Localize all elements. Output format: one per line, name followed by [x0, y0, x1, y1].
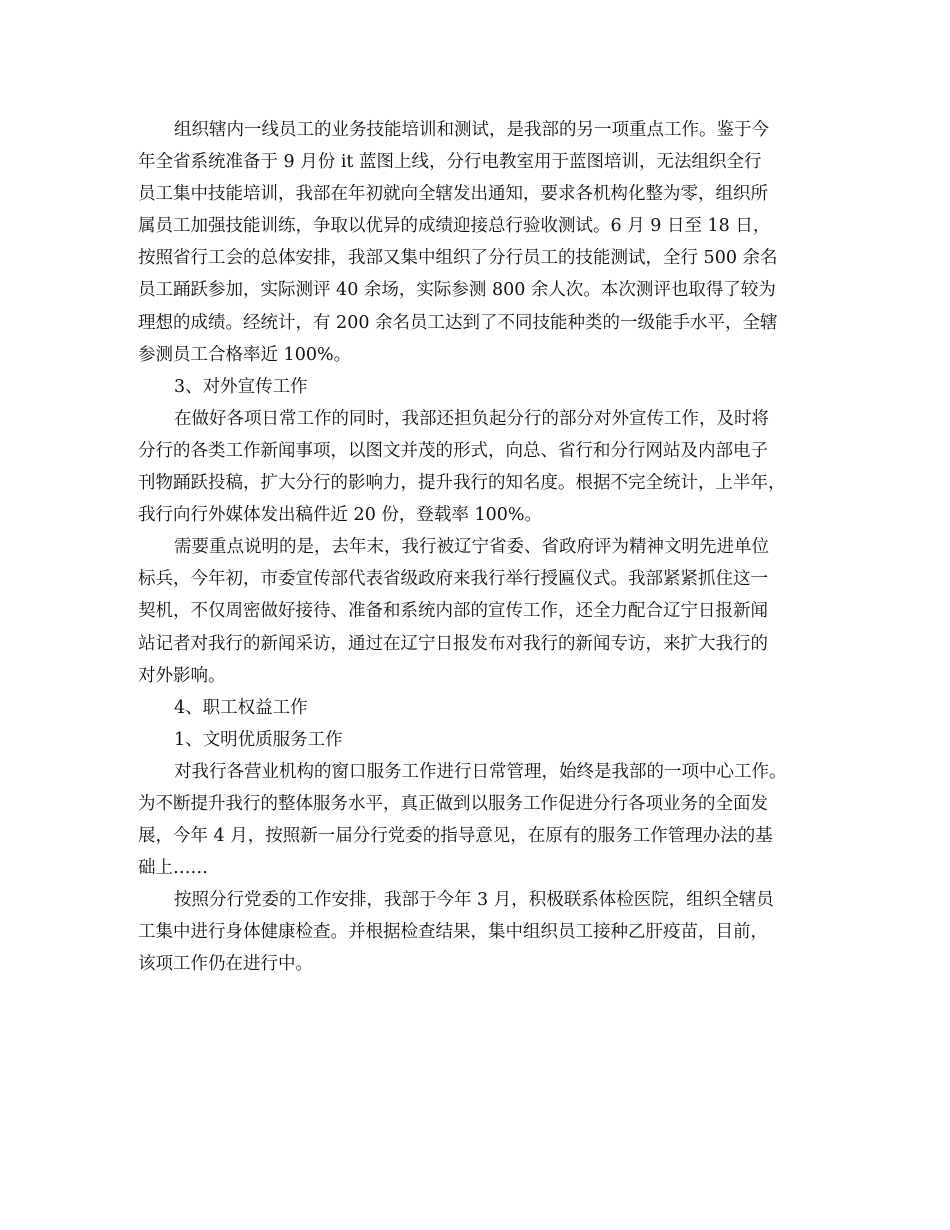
- paragraph-window-service: [138, 756, 822, 884]
- text-line: 刊物踊跃投稿，扩大分行的影响力，提升我行的知名度。根据不完全统计，上半年，: [138, 473, 786, 494]
- paragraph-civilization-award: [138, 531, 822, 691]
- text-line: 在做好各项日常工作的同时，我部还担负起分行的部分对外宣传工作，及时将: [174, 408, 769, 429]
- text-line: 属员工加强技能训练，争取以优异的成绩迎接总行验收测试。6 月 9 日至 18 日，: [138, 216, 771, 237]
- text-line: 对我行各营业机构的窗口服务工作进行日常管理，始终是我部的一项中心工作。: [174, 761, 787, 782]
- section-heading: 1、文明优质服务工作: [174, 729, 343, 750]
- text-line: 对外影响。: [138, 665, 226, 686]
- text-line: 需要重点说明的是，去年末，我行被辽宁省委、省政府评为精神文明先进单位: [174, 537, 769, 558]
- text-line: 员工集中技能培训，我部在年初就向全辖发出通知，要求各机构化整为零，组织所: [138, 184, 768, 205]
- text-line: 参测员工合格率近 100%。: [138, 344, 352, 365]
- text-line: 组织辖内一线员工的业务技能培训和测试，是我部的另一项重点工作。鉴于今: [174, 120, 769, 140]
- text-line: 分行的各类工作新闻事项，以图文并茂的形式，向总、省行和分行网站及内部电子: [138, 440, 768, 461]
- heading-employee-rights: [138, 692, 822, 724]
- text-line: 该项工作仍在进行中。: [138, 954, 313, 975]
- paragraph-publicity: [138, 403, 822, 531]
- text-line: 员工踊跃参加，实际测评 40 余场，实际参测 800 余人次。本次测评也取得了较为: [138, 280, 776, 301]
- paragraph-skill-training: [138, 114, 822, 371]
- section-heading: 3、对外宣传工作: [174, 376, 308, 397]
- text-line: 理想的成绩。经统计，有 200 余名员工达到了不同技能种类的一级能手水平，全辖: [138, 312, 778, 333]
- text-line: 按照省行工会的总体安排，我部又集中组织了分行员工的技能测试，全行 500 余名: [138, 248, 778, 269]
- text-line: 站记者对我行的新闻采访，通过在辽宁日报发布对我行的新闻专访，来扩大我行的: [138, 633, 768, 654]
- text-line: 为不断提升我行的整体服务水平，真正做到以服务工作促进分行各项业务的全面发: [138, 793, 768, 814]
- heading-civilized-service: [138, 724, 822, 756]
- text-line: 按照分行党委的工作安排，我部于今年 3 月，积极联系体检医院，组织全辖员: [174, 890, 774, 911]
- text-line: 年全省系统准备于 9 月份 it 蓝图上线，分行电教室用于蓝图培训，无法组织全行: [138, 152, 762, 173]
- paragraph-health-check: [138, 884, 822, 980]
- text-line: 工集中进行身体健康检查。并根据检查结果，集中组织员工接种乙肝疫苗，目前，: [138, 922, 768, 943]
- text-line: 础上……: [138, 858, 208, 879]
- text-line: 我行向行外媒体发出稿件近 20 份，登载率 100%。: [138, 505, 542, 526]
- section-heading: 4、职工权益工作: [174, 697, 308, 718]
- document-body: [138, 114, 822, 981]
- heading-external-publicity: [138, 371, 822, 403]
- text-line: 契机，不仅周密做好接待、准备和系统内部的宣传工作，还全力配合辽宁日报新闻: [138, 601, 768, 622]
- text-line: 标兵，今年初，市委宣传部代表省级政府来我行举行授匾仪式。我部紧紧抓住这一: [138, 569, 768, 590]
- text-line: 展，今年 4 月，按照新一届分行党委的指导意见，在原有的服务工作管理办法的基: [138, 826, 773, 847]
